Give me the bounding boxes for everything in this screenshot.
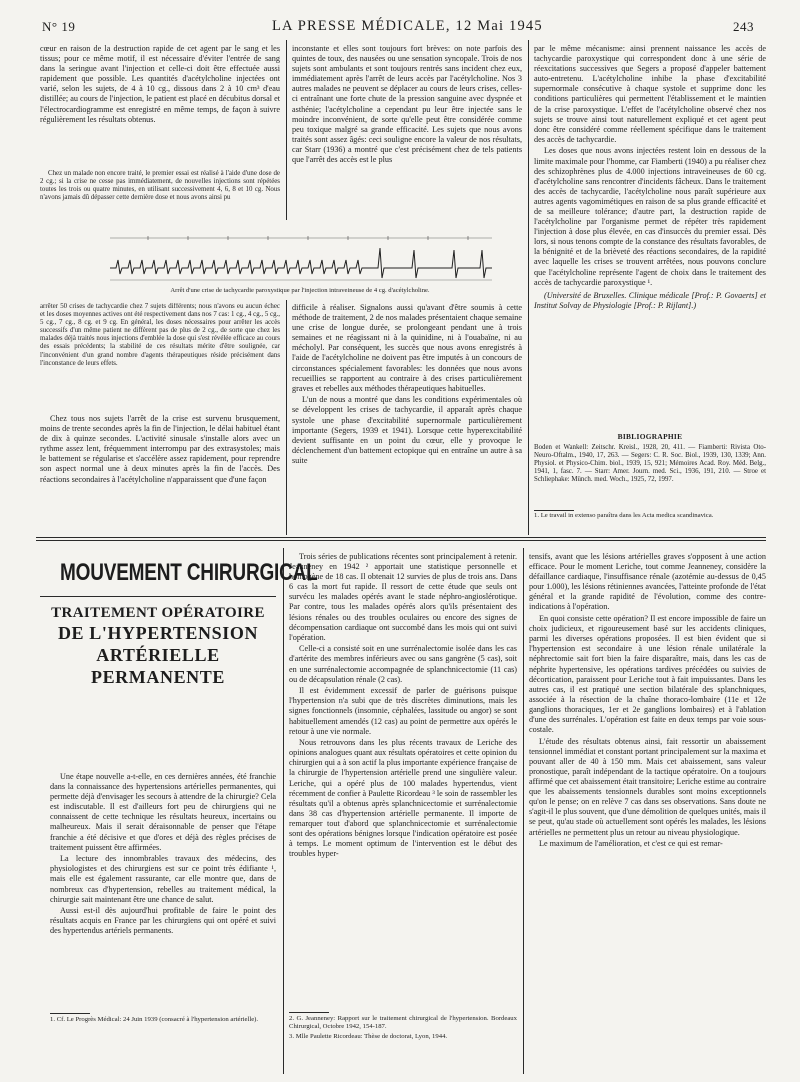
- footnote-rule: [289, 1012, 329, 1013]
- bottom-col1-footnote: [50, 1016, 276, 1036]
- article-top-col1-small-b: [40, 303, 280, 411]
- paragraph: Trois séries de publications récentes sont principalement à retenir. Jeanneney en 1942 ² apportait une statistique personnelle et homogène de 18 cas. Il obtenait 12 survies de plus de trois ans. Dans 6 cas la mort fut rapide. Il ressort de cette étude que seuls ont survécu les malades opérés avant le stade néphro-angioslérotique. Par contre, tous les malades opérés alors qu'ils présentaient des lésions rénales ou des troubles oculaires ou encore des signes de décompensation cardiaque ont succombé dans les mois qui ont suivi l'opération.: [289, 552, 517, 642]
- article-top-col1-b: [40, 414, 280, 532]
- footnote: 2. G. Jeanneney: Rapport sur le traitement chirurgical de l'hypertension. Bordeaux Chirurgical, Octobre 1942, 154-187.: [289, 1015, 517, 1030]
- bottom-col2-footnotes: [289, 1015, 517, 1041]
- paragraph: Une étape nouvelle a-t-elle, en ces dernières années, été franchie dans la connaissance des hypertensions artérielles permanentes, qui permette déjà d'envisager les secours à attendre de la chirurgie? Cela est indiscutable. Il est d'ailleurs fort peu de chirurgiens qui ne connaissent de cette technique les résultats heureux, incertains ou malheureux. Mais il serait déraisonnable de penser que l'étape franchie a été décisive et que d'ores et déjà des règles précises de traitement puissent être affirmées.: [50, 772, 276, 852]
- ecg-figure: [108, 228, 494, 288]
- paragraph: Nous retrouvons dans les plus récents travaux de Leriche des opinions analogues quant aux résultats opératoires et cette opinion du chirurgien qui a à son actif la plus importante expérience française de la chirurgie de l'hypertension artérielle prend une singulière valeur. Leriche, qui a opéré plus de 100 malades hypertendus, vient récemment de confier à Paulette Ricordeau ³ le soin de rassembler les résultats qu'il a obtenus après splanchnicectomie et surrénalectomie dans 38 cas d'hypertension artérielle permanente. Il importe de remarquer tout d'abord que splanchnicectomie et surrénalectomie sont des opérations bénignes lorsque l'indication opératoire est posée à temps. Le moment optimum de l'intervention est le début des troubles hyper-: [289, 738, 517, 859]
- paragraph: cœur en raison de la destruction rapide de cet agent par le sang et les tissus; pour ce même motif, il est nécessaire d'éviter l'entrée de sang dans la seringue avant l'injection et celle-ci doit être effectuée aussi rapidement que possible. Les quantités d'acétylcholine injectées ont varié, selon les sujets, de 4 à 10 cg., dissous dans 2 à 10 cm³ d'eau distillée; au cours de l'injection, le patient est placé en décubitus dorsal et l'électrocardiogramme est enregistré en même temps, de façon à suivre régulièrement les résultats obtenus.: [40, 44, 280, 124]
- title-rule: [40, 596, 276, 597]
- article-bottom-col1: [50, 772, 276, 1010]
- paragraph: Chez tous nos sujets l'arrêt de la crise est survenu brusquement, moins de trente secondes après la fin de l'injection, le délai habituel étant de dix à quinze secondes. L'activité sinusale s'installe alors avec un rythme assez lent, fréquemment interrompu par des extrasystoles; mais le battement se régularise et s'accélère assez rapidement, pour reprendre son aspect normal une à deux minutes après la fin de l'accès. Des réactions secondaires à l'acétylcholine n'apparaissent que d'une façon: [40, 414, 280, 484]
- footnote: 1. Le travail in extenso paraîtra dans les Acta medica scandinavica.: [534, 512, 714, 519]
- bibliography-title: BIBLIOGRAPHIE: [617, 432, 683, 441]
- paragraph: Le maximum de l'amélioration, et c'est ce qui est remar-: [539, 839, 723, 849]
- footnote-rule: [534, 510, 574, 511]
- article-top-col2-a: [292, 44, 522, 224]
- footnote: 1. Cf. Le Progrès Médical: 24 Juin 1939 (consacré à l'hypertension artérielle).: [50, 1016, 259, 1023]
- top-footnote: [534, 512, 766, 532]
- issue-number: N° 19: [42, 19, 76, 34]
- bibliography: [534, 444, 766, 506]
- paragraph: Celle-ci a consisté soit en une surrénalectomie isolée dans les cas d'artérite des membres inférieurs avec ou sans gangrène (5 cas), soit en une surrénalectomie accompagnée de splanchnicectomie (11 cas) ou de décapsulation rénale (2 cas).: [289, 644, 517, 684]
- footnote-rule: [50, 1013, 90, 1014]
- section-separator: [36, 540, 766, 541]
- paragraph: inconstante et elles sont toujours fort brèves: on note parfois des quintes de toux, des nausées ou une sensation syncopale. Trois de nos sujets sont ambulants et sont toujours rentrés sans incident chez eux, immédiatement après l'arrêt de leurs accès par l'acétylcholine. Nos 3 autres malades ne peuvent se déplacer au cours de leurs crises, celles-ci entraînant une forte chute de la pression sanguine avec dyspnée et asthénie; l'acétylcholine a cependant pu leur être injectée sans le moindre inconvénient, de sorte qu'elle peut être considérée comme peu toxique malgré sa grande efficacité. Les sujets que nous avons traités sont assez âgés: ceci souligne encore la valeur de nos résultats, car Starr (1936) a montré que c'est précisément chez de tels patients que l'arrêt des accès est le plus: [292, 44, 522, 165]
- article-title-line: ARTÉRIELLE: [96, 645, 220, 665]
- footnote: 3. Mlle Paulette Ricordeau: Thèse de doctorat, Lyon, 1944.: [289, 1032, 448, 1040]
- article-top-col1-small-a: [40, 170, 280, 222]
- journal-header-title: LA PRESSE MÉDICALE, 12 Mai 1945: [272, 18, 543, 34]
- paragraph: Les doses que nous avons injectées restent loin en dessous de la limite maximale pour l'homme, car Fiamberti (1940) a pu réaliser chez des schizophrènes plus de 4.000 injections intraveineuses de 60 cg. d'acétylcholine sans rencontrer d'incidents fâcheux. Dans le traitement des accès de tachycardie, l'acétylcholine nous paraît supérieure aux autres agents vagomimétiques en raison de sa plus grande efficacité et de sa meilleure tolérance; d'autre part, la destruction rapide de l'acétylcholine par l'organisme permet de répéter très rapidement l'injection à dose plus élevée, en cas d'insuccès du premier essai. Dès lors, si nous tenons compte de la constance des résultats favorables, de la bénignité et de la brièveté des réactions secondaires, de la rapidité avec laquelle les crises se trouvent arrêtées, nous pouvons conclure que l'acétylcholine représente l'agent de choix dans le traitement des accès de tachycardie paroxystique ¹.: [534, 146, 766, 287]
- article-top-col3: [534, 44, 766, 422]
- section-title: MOUVEMENT CHIRURGICAL: [60, 560, 318, 587]
- column-rule: [286, 40, 287, 220]
- column-rule: [286, 300, 287, 535]
- paragraph: Aussi est-il dès aujourd'hui profitable de faire le point des résultats acquis en France par les chirurgiens qui ont opéré et suivi des hypertendus artériels permanents.: [50, 906, 276, 936]
- article-title: [40, 604, 276, 689]
- column-rule: [523, 548, 524, 1074]
- paragraph: Il est évidemment excessif de parler de guérisons puisque l'hypertension n'a subi que de très discrètes diminutions, mais les signes fonctionnels (insomnie, céphalées, lassitude ou angor) se sont habituellement amendés (12 cas) au point de permettre aux opérés le retour à une vie normale.: [289, 686, 517, 736]
- paragraph: Chez un malade non encore traité, le premier essai est réalisé à l'aide d'une dose de 2 cg.; si la crise ne cesse pas immédiatement, de nouvelles injections sont répétées toutes les trois ou quatre minutes, en utilisant successivement 4, 6, 8 et 10 cg. Nous n'avons jamais dû dépasser cette dernière dose et nous avons ainsi pu: [40, 170, 280, 202]
- paragraph: L'un de nous a montré que dans les conditions expérimentales où se développent les crises de tachycardie, il apparaît après chaque systole une phase d'excitabilité supernormale particulièrement importante (Segers, 1939 et 1941). Lorsque cette hyperexcitabilité devient suffisante en un point du cœur, elle y provoque le déclenchement d'un battement ectopique qui en entraîne un autre à sa suite: [292, 395, 522, 465]
- paragraph: En quoi consiste cette opération? Il est encore impossible de faire un choix judicieux, et rigoureusement basé sur les accidents cliniques, parmi les diverses opérations proposées. Il est bien évident que si l'hypertension est secondaire à une lésion rénale unilatérale la néphrectomie sait fort bien la faire disparaître, mais, dans les cas de néphrite hypertensive, les opérations tardives précédées ou suivies de décortication, paraissent pour Leriche tout à fait impuissantes. Dans les autres cas, il est pratiqué une section bilatérale des splanchniques, associée à la résection de la chaîne thoraco-lombaire (11e et 12e ganglions thoraciques, 1er et 2e ganglions lombaires) et à l'ablation d'une des surrénales. L'opération est faite en deux temps par voie sous-costale.: [529, 614, 766, 735]
- paragraph: tensifs, avant que les lésions artérielles graves s'opposent à une action efficace. Pour le moment Leriche, tout comme Jeanneney, considère la défaillance cardiaque, l'insuffisance rénale (azotémie au-dessus de 0,45 pour 1.000), les lésions rétiniennes avancées, l'atteinte profonde de l'état général et la grande rapidité de l'évolution, comme des contre-indications à l'opération.: [529, 552, 766, 612]
- section-separator: [36, 537, 766, 538]
- article-top-col1-a: [40, 44, 280, 168]
- bibliography-entries: Boden et Wankell: Zeitschr. Kreisl., 1928, 20, 411. — Fiamberti: Rivista Oto-Neuro-Oftalm., 1940, 17, 263. — Segers: C. R. Soc. Biol., 1939, 130, 1339; Ann. Physiol. et Physico-Chim. biol., 1939, 15, 921; Mémoires Acad. Roy. Méd. Belg., 1941, 1, fasc. 7. — Starr: Amer. Journ. med. Sci., 1936, 191, 210. — Stroe et Schliephake: Münch. med. Woch., 1925, 72, 1997.: [534, 444, 766, 484]
- article-top-col2-b: [292, 303, 522, 533]
- figure-caption: Arrêt d'une crise de tachycardie paroxystique par l'injection intraveineuse de 4 cg. d'acétylcholine.: [170, 287, 430, 294]
- article-bottom-col3: [529, 552, 766, 1062]
- article-title-line: TRAITEMENT OPÉRATOIRE: [51, 605, 265, 621]
- affiliation: (Université de Bruxelles. Clinique médicale [Prof.: P. Govaerts] et Institut Solvay de Physiologie [Prof.: P. Rijlant].): [534, 290, 766, 310]
- paragraph: arrêter 50 crises de tachycardie chez 7 sujets différents; nous n'avons eu aucun échec et les doses moyennes actives ont été respectivement dans nos 7 cas: 1 cg., 4 cg., 5 cg., 5 cg., 7 cg., 8 cg. et 9 cg. En général, les doses nécessaires pour arrêter les accès successifs d'un même patient ne diffèrent pas de plus de 2 cg., de sorte que chez les malades déjà traités nous injections d'emblée la dose qui s'est révélée efficace au cours des essais précédents; la stabilité de ces résultats mérite d'être soulignée, car l'inconvénient d'un grand nombre d'agents thérapeutiques réside précisément dans l'inconstance de leurs effets.: [40, 303, 280, 367]
- page-number: 243: [733, 19, 754, 34]
- article-title-line: PERMANENTE: [90, 667, 225, 687]
- paragraph: par le même mécanisme: ainsi prennent naissance les accès de tachycardie paroxystique qui correspondent donc à une série de réexcitations successives que Segers a proposé d'appeler battement auto-entretenu. L'acétylcholine inhibe la phase d'excitabilité supernormale consécutive à chaque systole et supprime donc les conditions particulières qui permettent l'établissement et le maintien de la crise paroxystique. L'effet de l'acétylcholine observé chez nos sujets se trouve ainsi tout naturellement expliqué et cet agent peut donc être considéré comme réellement spécifique dans le traitement des accès de tachycardie.: [534, 44, 766, 144]
- ecg-trace: [108, 228, 494, 288]
- article-bottom-col2: [289, 552, 517, 1010]
- article-title-line: DE L'HYPERTENSION: [57, 623, 259, 643]
- paragraph: difficile à réaliser. Signalons aussi qu'avant d'être soumis à cette méthode de traitement, 2 de nos malades présentaient chaque semaine une crise de longue durée, se prolongeant pendant une à trois semaines et ne réagissant ni à la quinidine, ni à l'ouabaïne, ni au mécholyl. Par conséquent, les succès que nous avons enregistrés à l'aide de l'acétylcholine ne doivent pas être imputés à un concours de circonstances spécialement favorables: les données que nous avons recueillies se rapportent au contraire à des crises particulièrement graves et rebelles aux méthodes thérapeutiques habituelles.: [292, 303, 522, 393]
- paragraph: L'étude des résultats obtenus ainsi, fait ressortir un abaissement tensionnel immédiat et constant portant principalement sur la maxima et pouvant aller de 40 à 150 mm. Mais cet abaissement, sans valeur pronostique, paraît indépendant de la tactique opératoire. On a toujours affirmé que cet abaissement était transitoire; Leriche estime au contraire que les abaissements tensionnels durables sont moins exceptionnels qu'on le pense; on en relève 7 cas dans ses observations. Sans doute ne s'agit-il le plus souvent, que d'une démolition de quelques unités, mais il se peut, qu'au stade où actuellement sont opérés les malades, les lésions artérielles ne permettent plus un retour au niveau physiologique.: [529, 736, 766, 837]
- paragraph: La lecture des innombrables travaux des médecins, des physiologistes et des chirurgiens est sur ce point très édifiante ¹, mais elle est également rassurante, car elle montre que, dans de nombreux cas d'hypertension, rebelles au traitement médical, la chirurgie sait maintenant être une chance de salut.: [50, 854, 276, 904]
- column-rule: [283, 548, 284, 1074]
